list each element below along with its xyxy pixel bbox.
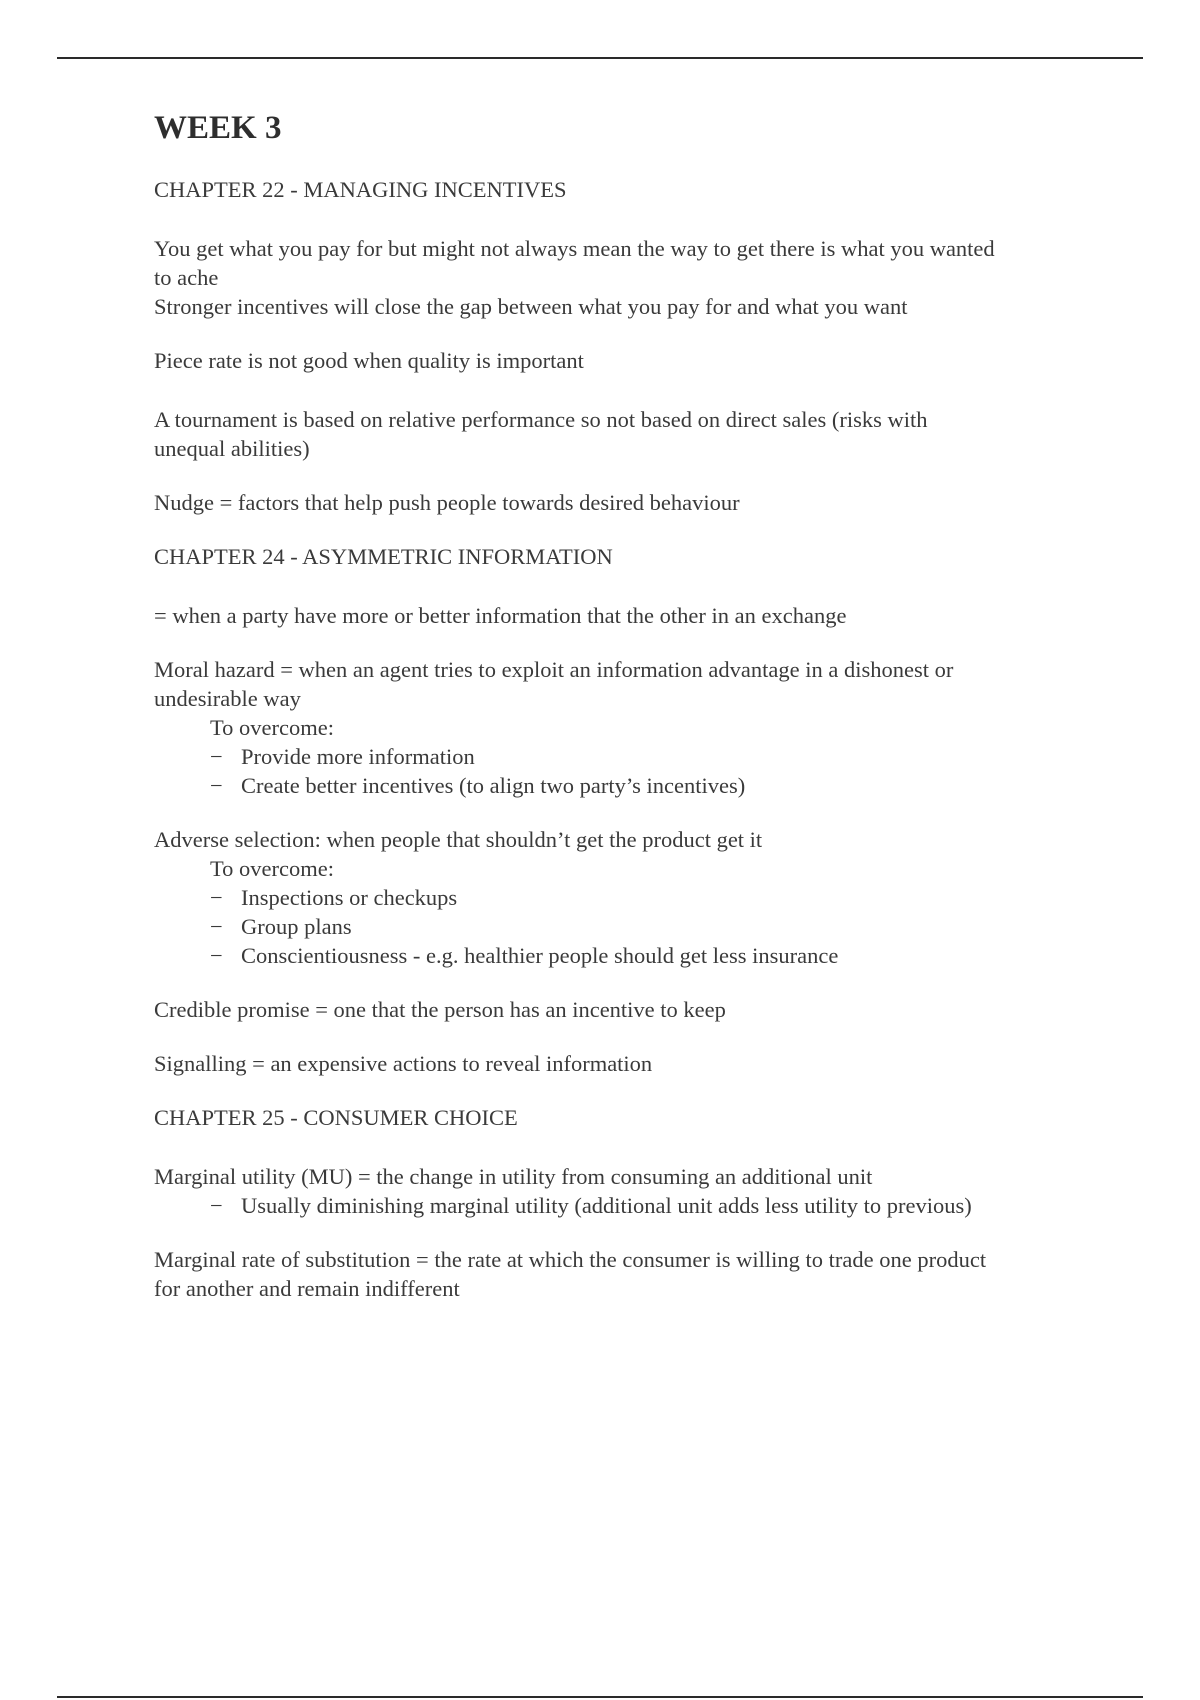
overcome-label: To overcome: <box>210 856 335 881</box>
list-item: − Group plans <box>210 912 1054 941</box>
overcome-label: To overcome: <box>210 715 335 740</box>
text-line: for another and remain indifferent <box>154 1276 460 1301</box>
ch24-paragraph-adverse-selection <box>154 825 1054 883</box>
ch24-paragraph-signalling: Signalling = an expensive actions to reveal information <box>154 1051 653 1076</box>
list-item: − Usually diminishing marginal utility (additional unit adds less utility to previous) <box>210 1191 1054 1220</box>
text-line: undesirable way <box>154 686 301 711</box>
chapter-24-heading: CHAPTER 24 - ASYMMETRIC INFORMATION <box>154 544 613 569</box>
text-line: Marginal rate of substitution = the rate at which the consumer is willing to trade one product <box>154 1247 987 1272</box>
ch25-paragraph-marginal-utility: Marginal utility (MU) = the change in utility from consuming an additional unit <box>154 1164 873 1189</box>
list-item: − Conscientiousness - e.g. healthier people should get less insurance <box>210 941 1054 970</box>
document-body <box>154 100 1054 1303</box>
text-line: Adverse selection: when people that shouldn’t get the product get it <box>154 827 763 852</box>
ch22-paragraph-nudge: Nudge = factors that help push people towards desired behaviour <box>154 490 740 515</box>
chapter-25-heading: CHAPTER 25 - CONSUMER CHOICE <box>154 1105 518 1130</box>
list-item: − Create better incentives (to align two party’s incentives) <box>210 771 1054 800</box>
page-title: WEEK 3 <box>154 110 282 146</box>
moral-hazard-list <box>154 742 1054 800</box>
top-rule <box>57 57 1143 59</box>
ch22-paragraph-piece-rate: Piece rate is not good when quality is important <box>154 348 584 373</box>
marginal-utility-list <box>154 1191 1054 1220</box>
text-line: unequal abilities) <box>154 436 310 461</box>
ch24-paragraph-definition: = when a party have more or better information that the other in an exchange <box>154 603 847 628</box>
adverse-selection-list <box>154 883 1054 970</box>
text-line: You get what you pay for but might not always mean the way to get there is what you wanted <box>154 236 995 261</box>
ch22-paragraph-tournament <box>154 405 1054 463</box>
ch22-paragraph-pay <box>154 234 1054 321</box>
ch24-paragraph-credible-promise: Credible promise = one that the person has an incentive to keep <box>154 997 726 1022</box>
ch24-paragraph-moral-hazard <box>154 655 1054 742</box>
text-line: A tournament is based on relative performance so not based on direct sales (risks with <box>154 407 928 432</box>
list-item: − Provide more information <box>210 742 1054 771</box>
list-item: − Inspections or checkups <box>210 883 1054 912</box>
text-line: to ache <box>154 265 219 290</box>
chapter-22-heading: CHAPTER 22 - MANAGING INCENTIVES <box>154 177 567 202</box>
bottom-rule <box>57 1696 1143 1698</box>
ch25-paragraph-mrs <box>154 1245 1054 1303</box>
text-line: Stronger incentives will close the gap between what you pay for and what you want <box>154 294 908 319</box>
text-line: Moral hazard = when an agent tries to exploit an information advantage in a dishonest or <box>154 657 954 682</box>
